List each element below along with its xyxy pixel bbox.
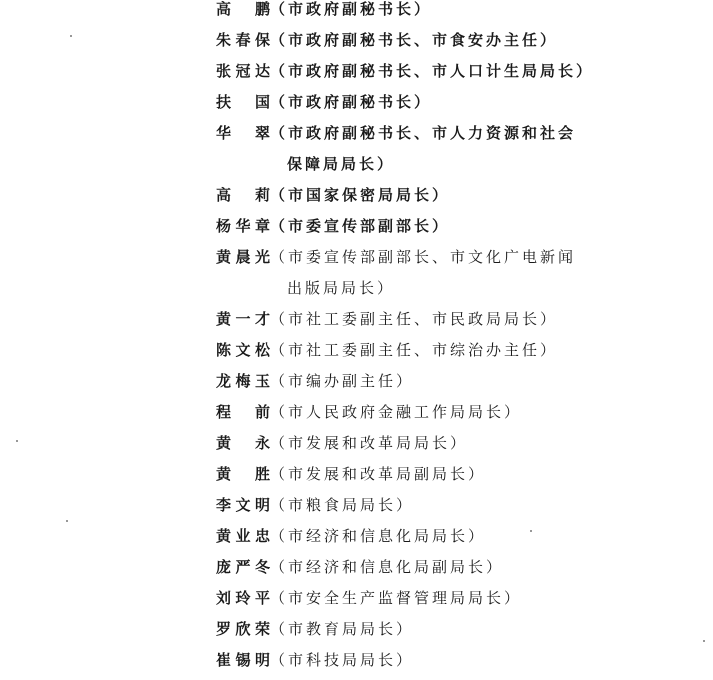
position-title: 市政府副秘书长、市食安办主任） bbox=[288, 31, 559, 49]
list-item bbox=[216, 0, 696, 25]
list-item bbox=[216, 552, 696, 583]
open-paren: （ bbox=[270, 620, 289, 638]
person-name: 朱春保 bbox=[216, 31, 270, 49]
person-name: 黄业忠 bbox=[216, 527, 270, 545]
position-title: 市社工委副主任、市综治办主任） bbox=[288, 341, 559, 359]
person-name: 高 莉 bbox=[216, 186, 270, 204]
position-title-continuation bbox=[287, 273, 395, 304]
open-paren: （ bbox=[270, 217, 289, 235]
list-item bbox=[216, 180, 696, 211]
list-item bbox=[216, 87, 696, 118]
list-item bbox=[216, 335, 696, 366]
list-item bbox=[216, 397, 696, 428]
list-item bbox=[216, 25, 696, 56]
person-name: 黄 永 bbox=[216, 434, 270, 452]
person-name: 黄一才 bbox=[216, 310, 270, 328]
open-paren: （ bbox=[270, 31, 289, 49]
open-paren: （ bbox=[270, 0, 289, 18]
position-title: 市政府副秘书长） bbox=[288, 93, 433, 111]
person-name: 崔锡明 bbox=[216, 651, 270, 669]
scan-speck bbox=[70, 35, 72, 37]
position-title: 市政府副秘书长、市人口计生局局长） bbox=[288, 62, 595, 80]
open-paren: （ bbox=[270, 496, 289, 514]
person-name: 张冠达 bbox=[216, 62, 270, 80]
position-title: 市发展和改革局副局长） bbox=[288, 465, 487, 483]
list-item bbox=[216, 459, 696, 490]
person-name: 高 鹏 bbox=[216, 0, 270, 18]
person-name: 罗欣荣 bbox=[216, 620, 270, 638]
open-paren: （ bbox=[270, 589, 289, 607]
person-name: 陈文松 bbox=[216, 341, 270, 359]
open-paren: （ bbox=[270, 434, 289, 452]
open-paren: （ bbox=[270, 186, 289, 204]
position-title: 市经济和信息化局局长） bbox=[288, 527, 487, 545]
person-name: 李文明 bbox=[216, 496, 270, 514]
open-paren: （ bbox=[270, 558, 289, 576]
list-item bbox=[216, 56, 696, 87]
position-title: 市国家保密局局长） bbox=[288, 186, 451, 204]
person-name: 龙梅玉 bbox=[216, 372, 270, 390]
person-name: 程 前 bbox=[216, 403, 270, 421]
list-item bbox=[216, 583, 696, 614]
open-paren: （ bbox=[270, 248, 289, 266]
list-item bbox=[216, 242, 696, 273]
list-item bbox=[216, 428, 696, 459]
position-title: 市经济和信息化局副局长） bbox=[288, 558, 505, 576]
open-paren: （ bbox=[270, 651, 289, 669]
position-title: 市粮食局局长） bbox=[288, 496, 415, 514]
open-paren: （ bbox=[270, 465, 289, 483]
person-name: 扶 国 bbox=[216, 93, 270, 111]
list-item bbox=[216, 490, 696, 521]
list-item bbox=[216, 614, 696, 645]
open-paren: （ bbox=[270, 93, 289, 111]
list-item bbox=[216, 118, 696, 149]
position-title: 市人民政府金融工作局局长） bbox=[288, 403, 523, 421]
person-name: 黄晨光 bbox=[216, 248, 270, 266]
list-item bbox=[216, 304, 696, 335]
scan-speck bbox=[530, 530, 532, 532]
person-name: 华 翠 bbox=[216, 124, 270, 142]
scan-speck bbox=[66, 520, 68, 522]
person-name: 黄 胜 bbox=[216, 465, 270, 483]
position-title: 市委宣传部副部长、市文化广电新闻 bbox=[288, 248, 577, 266]
list-item bbox=[216, 521, 696, 552]
scan-speck bbox=[703, 640, 705, 642]
continuation-text: 出版局局长） bbox=[287, 279, 396, 297]
position-title: 市委宣传部副部长） bbox=[288, 217, 451, 235]
position-title: 市政府副秘书长） bbox=[288, 0, 433, 18]
person-name: 庞严冬 bbox=[216, 558, 270, 576]
continuation-text: 保障局局长） bbox=[287, 155, 396, 173]
open-paren: （ bbox=[270, 372, 289, 390]
position-title: 市科技局局长） bbox=[288, 651, 415, 669]
list-item bbox=[216, 211, 696, 242]
position-title: 市教育局局长） bbox=[288, 620, 415, 638]
position-title: 市安全生产监督管理局局长） bbox=[288, 589, 523, 607]
position-title: 市政府副秘书长、市人力资源和社会 bbox=[288, 124, 577, 142]
open-paren: （ bbox=[270, 124, 289, 142]
open-paren: （ bbox=[270, 310, 289, 328]
open-paren: （ bbox=[270, 341, 289, 359]
position-title-continuation bbox=[287, 149, 395, 180]
open-paren: （ bbox=[270, 403, 289, 421]
list-item bbox=[216, 366, 696, 397]
position-title: 市社工委副主任、市民政局局长） bbox=[288, 310, 559, 328]
scan-speck bbox=[16, 440, 18, 442]
open-paren: （ bbox=[270, 527, 289, 545]
person-name: 刘玲平 bbox=[216, 589, 270, 607]
person-name: 杨华章 bbox=[216, 217, 270, 235]
position-title: 市发展和改革局局长） bbox=[288, 434, 469, 452]
position-title: 市编办副主任） bbox=[288, 372, 415, 390]
open-paren: （ bbox=[270, 62, 289, 80]
list-item bbox=[216, 645, 696, 676]
